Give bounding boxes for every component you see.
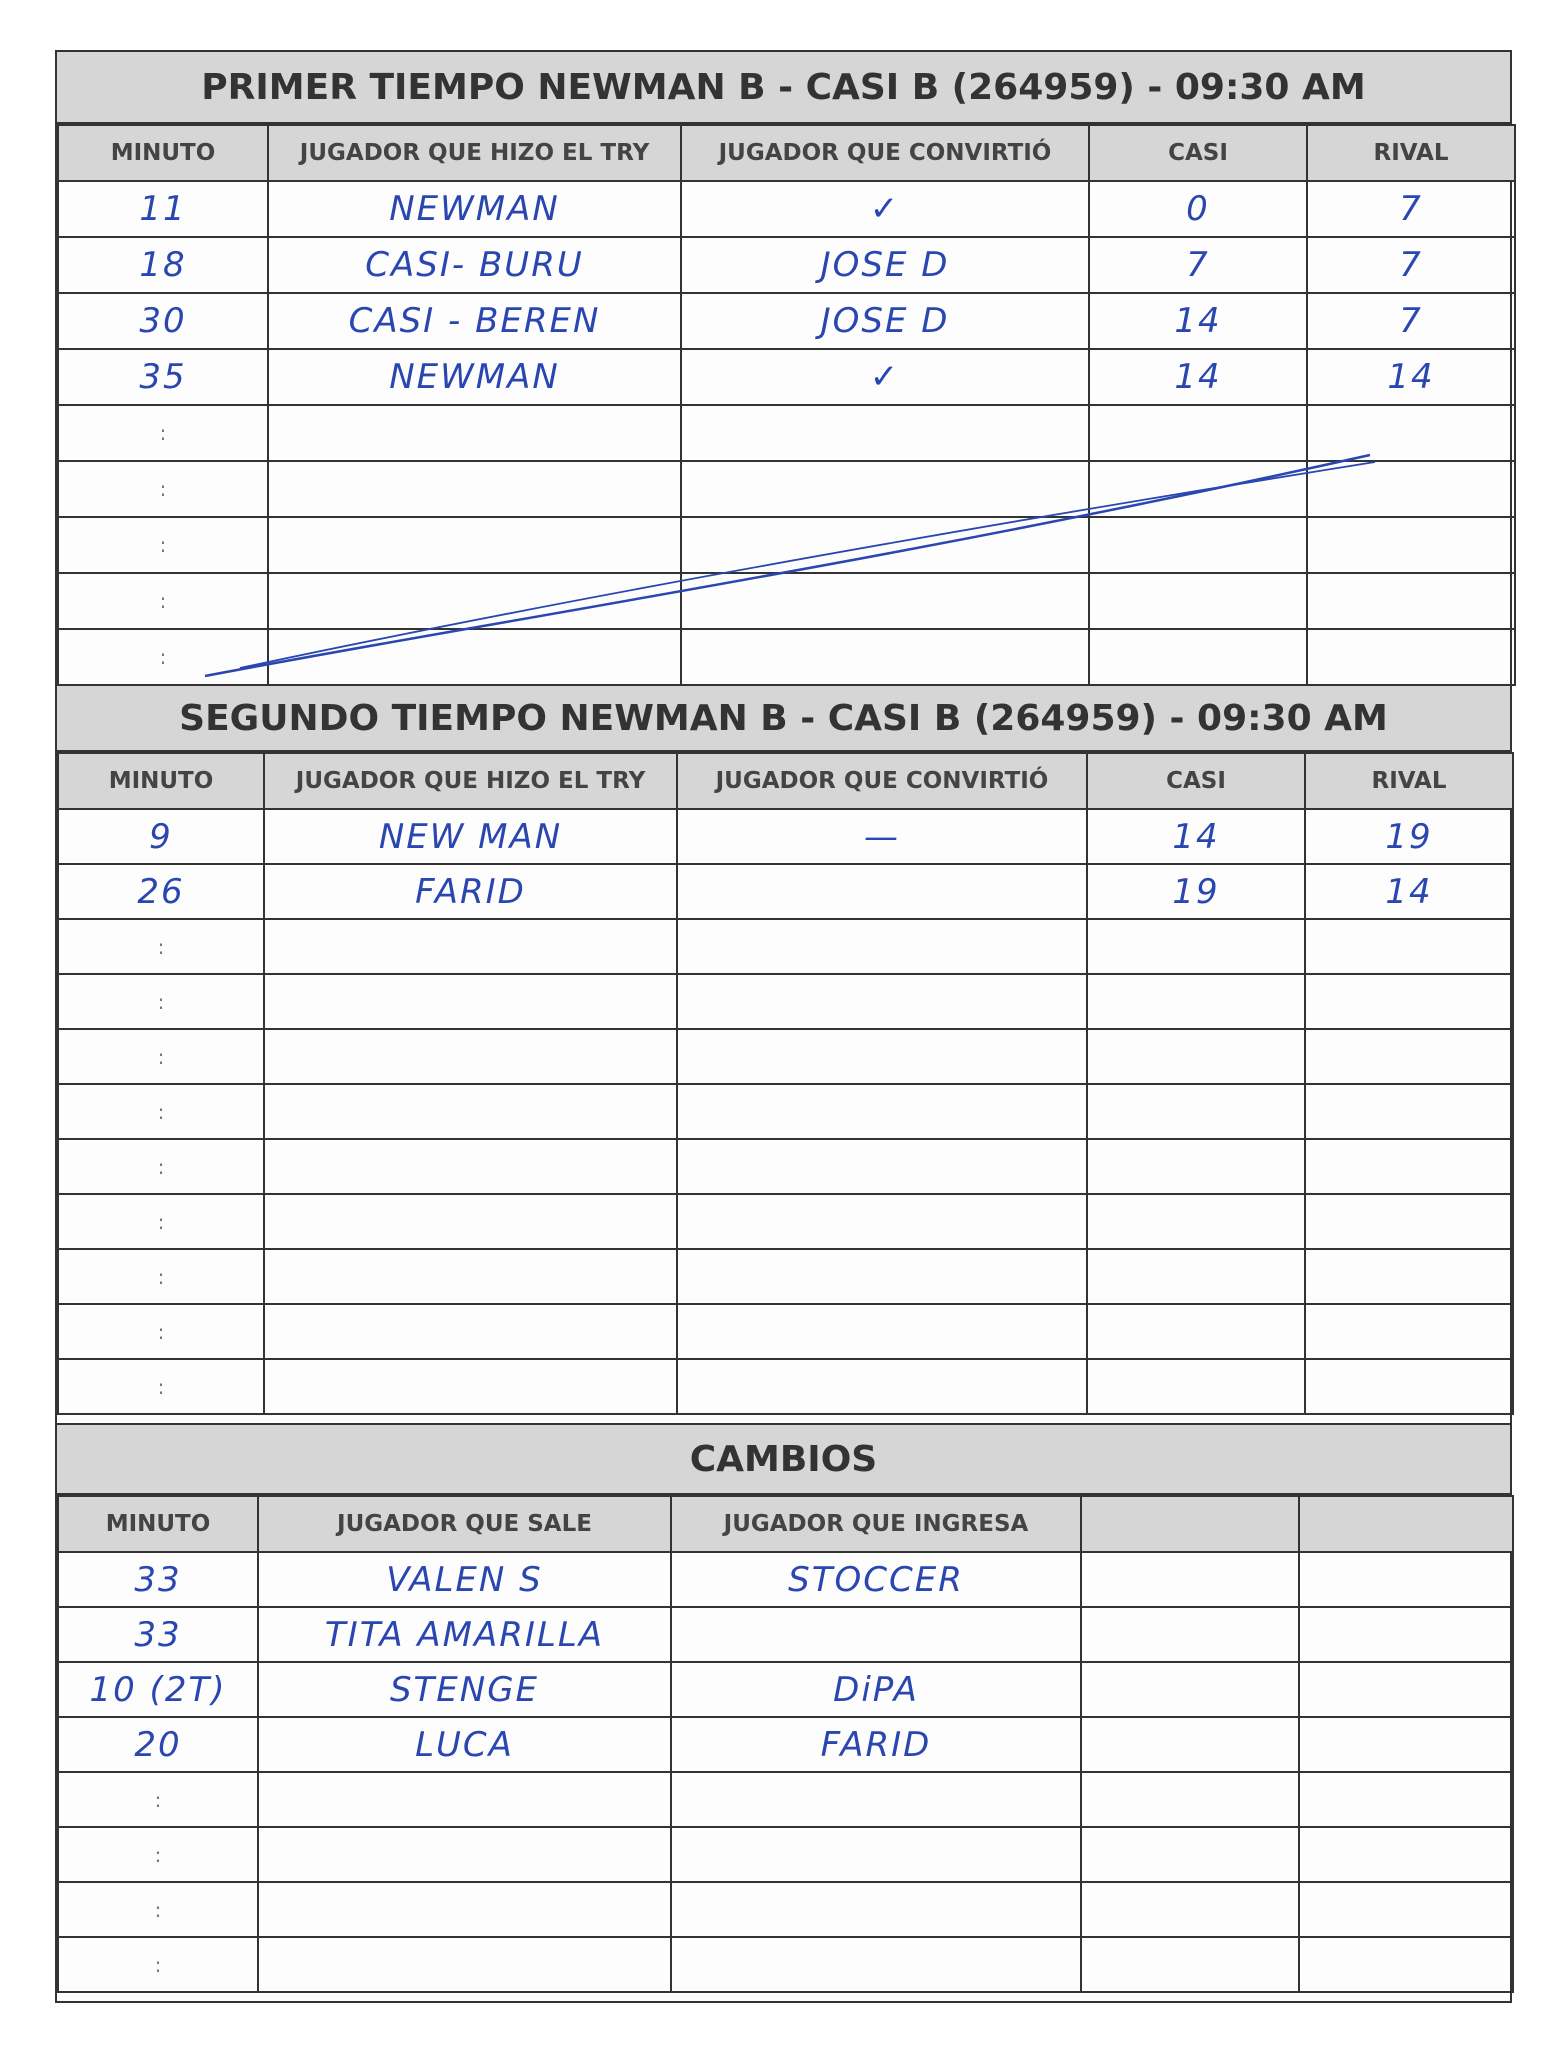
try-scorer-cell [264,1249,677,1304]
table-row [58,349,1515,405]
casi-score-cell [1087,1029,1305,1084]
table-row [58,1194,1513,1249]
second-half-header-1: JUGADOR QUE HIZO EL TRY [264,753,677,809]
empty-cell [1081,1772,1299,1827]
first-half-header-2: JUGADOR QUE CONVIRTIÓ [681,125,1089,181]
first-half-header-3: CASI [1089,125,1307,181]
try-scorer-cell [268,461,681,517]
table-row [58,1772,1513,1827]
casi-score-cell [1087,1249,1305,1304]
player-out-cell [258,1937,671,1992]
minute-cell: : [58,1249,264,1304]
table-row [58,1607,1513,1662]
converter-cell [677,1029,1087,1084]
rival-score-cell [1305,974,1513,1029]
player-out-cell [258,1772,671,1827]
table-row [58,629,1515,685]
try-scorer-cell: NEW MAN [264,809,677,864]
changes-table [57,1495,1514,1993]
rival-score-cell [1305,1029,1513,1084]
empty-cell [1081,1937,1299,1992]
converter-cell [677,1139,1087,1194]
table-row [58,181,1515,237]
converter-cell [681,405,1089,461]
empty-cell [1299,1937,1513,1992]
minute-cell: : [58,1359,264,1414]
try-scorer-cell: NEWMAN [268,349,681,405]
empty-cell [1081,1607,1299,1662]
try-scorer-cell: CASI- BURU [268,237,681,293]
casi-score-cell: 14 [1089,293,1307,349]
table-row [58,809,1513,864]
casi-score-cell [1087,919,1305,974]
player-in-cell [671,1772,1081,1827]
second-half-header-4: RIVAL [1305,753,1513,809]
casi-score-cell [1087,1194,1305,1249]
minute-cell: 10 (2T) [58,1662,258,1717]
table-row [58,1084,1513,1139]
casi-score-cell: 19 [1087,864,1305,919]
rival-score-cell [1305,1139,1513,1194]
second-half-header-3: CASI [1087,753,1305,809]
minute-cell: : [58,1882,258,1937]
converter-cell: JOSE D [681,237,1089,293]
rival-score-cell [1305,1084,1513,1139]
casi-score-cell [1089,573,1307,629]
try-scorer-cell [264,974,677,1029]
empty-cell [1299,1607,1513,1662]
converter-cell: ✓ [681,181,1089,237]
minute-cell: : [58,405,268,461]
empty-cell [1299,1772,1513,1827]
table-row [58,1717,1513,1772]
try-scorer-cell [264,919,677,974]
try-scorer-cell: NEWMAN [268,181,681,237]
empty-cell [1299,1662,1513,1717]
minute-cell: 20 [58,1717,258,1772]
table-row [58,1662,1513,1717]
second-half-title: SEGUNDO TIEMPO NEWMAN B - CASI B (264959) - 09:30 AM [57,684,1510,752]
first-half-header-0: MINUTO [58,125,268,181]
minute-cell: 33 [58,1607,258,1662]
try-scorer-cell [268,629,681,685]
table-row [58,405,1515,461]
table-row [58,1827,1513,1882]
minute-cell: : [58,1194,264,1249]
empty-cell [1299,1882,1513,1937]
table-row [58,293,1515,349]
casi-score-cell [1087,974,1305,1029]
player-in-cell [671,1607,1081,1662]
casi-score-cell [1089,629,1307,685]
casi-score-cell: 0 [1089,181,1307,237]
table-row [58,237,1515,293]
rival-score-cell [1305,919,1513,974]
player-out-cell: STENGE [258,1662,671,1717]
casi-score-cell [1087,1359,1305,1414]
empty-cell [1081,1662,1299,1717]
rival-score-cell [1307,517,1515,573]
minute-cell: : [58,1029,264,1084]
table-row [58,1937,1513,1992]
minute-cell: : [58,1084,264,1139]
minute-cell: : [58,517,268,573]
rival-score-cell: 14 [1305,864,1513,919]
try-scorer-cell [268,573,681,629]
minute-cell: 35 [58,349,268,405]
rival-score-cell: 14 [1307,349,1515,405]
player-in-cell [671,1882,1081,1937]
changes-header-2: JUGADOR QUE INGRESA [671,1496,1081,1552]
casi-score-cell: 14 [1087,809,1305,864]
converter-cell [681,461,1089,517]
player-in-cell [671,1937,1081,1992]
minute-cell: 11 [58,181,268,237]
try-scorer-cell [268,517,681,573]
table-row [58,1552,1513,1607]
player-out-cell [258,1827,671,1882]
changes-title: CAMBIOS [57,1423,1510,1495]
try-scorer-cell [264,1304,677,1359]
minute-cell: : [58,974,264,1029]
empty-cell [1081,1827,1299,1882]
changes-header-3 [1081,1496,1299,1552]
converter-cell [681,573,1089,629]
minute-cell: : [58,1827,258,1882]
first-half-header-1: JUGADOR QUE HIZO EL TRY [268,125,681,181]
converter-cell [677,1084,1087,1139]
rival-score-cell [1307,573,1515,629]
player-in-cell: FARID [671,1717,1081,1772]
table-row [58,1249,1513,1304]
table-row [58,919,1513,974]
table-row [58,1139,1513,1194]
empty-cell [1081,1882,1299,1937]
rival-score-cell: 19 [1305,809,1513,864]
table-row [58,1359,1513,1414]
second-half-header-2: JUGADOR QUE CONVIRTIÓ [677,753,1087,809]
minute-cell: 18 [58,237,268,293]
table-row [58,1304,1513,1359]
table-row [58,517,1515,573]
first-half-header-4: RIVAL [1307,125,1515,181]
converter-cell: JOSE D [681,293,1089,349]
minute-cell: : [58,919,264,974]
table-row [58,974,1513,1029]
minute-cell: : [58,629,268,685]
table-row [58,864,1513,919]
try-scorer-cell [264,1194,677,1249]
try-scorer-cell [264,1084,677,1139]
rival-score-cell [1305,1304,1513,1359]
empty-cell [1299,1552,1513,1607]
minute-cell: 9 [58,809,264,864]
converter-cell: — [677,809,1087,864]
converter-cell [677,1304,1087,1359]
try-scorer-cell: FARID [264,864,677,919]
converter-cell [677,1359,1087,1414]
first-half-table [57,124,1516,686]
minute-cell: 30 [58,293,268,349]
try-scorer-cell: CASI - BEREN [268,293,681,349]
table-row [58,1882,1513,1937]
minute-cell: 33 [58,1552,258,1607]
casi-score-cell [1087,1139,1305,1194]
empty-cell [1081,1552,1299,1607]
rival-score-cell [1307,405,1515,461]
player-out-cell: LUCA [258,1717,671,1772]
converter-cell: ✓ [681,349,1089,405]
player-in-cell: STOCCER [671,1552,1081,1607]
minute-cell: : [58,1139,264,1194]
minute-cell: : [58,1937,258,1992]
minute-cell: : [58,461,268,517]
converter-cell [677,1194,1087,1249]
casi-score-cell [1087,1304,1305,1359]
rival-score-cell [1305,1359,1513,1414]
player-in-cell [671,1827,1081,1882]
player-out-cell: TITA AMARILLA [258,1607,671,1662]
casi-score-cell [1089,461,1307,517]
converter-cell [677,919,1087,974]
converter-cell [677,864,1087,919]
minute-cell: 26 [58,864,264,919]
changes-header-0: MINUTO [58,1496,258,1552]
try-scorer-cell [264,1139,677,1194]
score-sheet [55,50,1512,2003]
rival-score-cell [1307,461,1515,517]
table-row [58,461,1515,517]
minute-cell: : [58,1304,264,1359]
converter-cell [677,974,1087,1029]
rival-score-cell [1307,629,1515,685]
casi-score-cell: 7 [1089,237,1307,293]
casi-score-cell: 14 [1089,349,1307,405]
rival-score-cell [1305,1194,1513,1249]
changes-header-4 [1299,1496,1513,1552]
empty-cell [1299,1717,1513,1772]
try-scorer-cell [264,1359,677,1414]
try-scorer-cell [264,1029,677,1084]
first-half-title: PRIMER TIEMPO NEWMAN B - CASI B (264959) - 09:30 AM [57,52,1510,124]
table-row [58,1029,1513,1084]
second-half-header-0: MINUTO [58,753,264,809]
second-half-table [57,752,1514,1415]
table-row [58,573,1515,629]
empty-cell [1081,1717,1299,1772]
converter-cell [677,1249,1087,1304]
empty-cell [1299,1827,1513,1882]
converter-cell [681,517,1089,573]
minute-cell: : [58,1772,258,1827]
player-out-cell: VALEN S [258,1552,671,1607]
player-out-cell [258,1882,671,1937]
try-scorer-cell [268,405,681,461]
casi-score-cell [1089,405,1307,461]
changes-header-1: JUGADOR QUE SALE [258,1496,671,1552]
casi-score-cell [1087,1084,1305,1139]
converter-cell [681,629,1089,685]
rival-score-cell [1305,1249,1513,1304]
rival-score-cell: 7 [1307,181,1515,237]
player-in-cell: DiPA [671,1662,1081,1717]
rival-score-cell: 7 [1307,293,1515,349]
rival-score-cell: 7 [1307,237,1515,293]
casi-score-cell [1089,517,1307,573]
minute-cell: : [58,573,268,629]
